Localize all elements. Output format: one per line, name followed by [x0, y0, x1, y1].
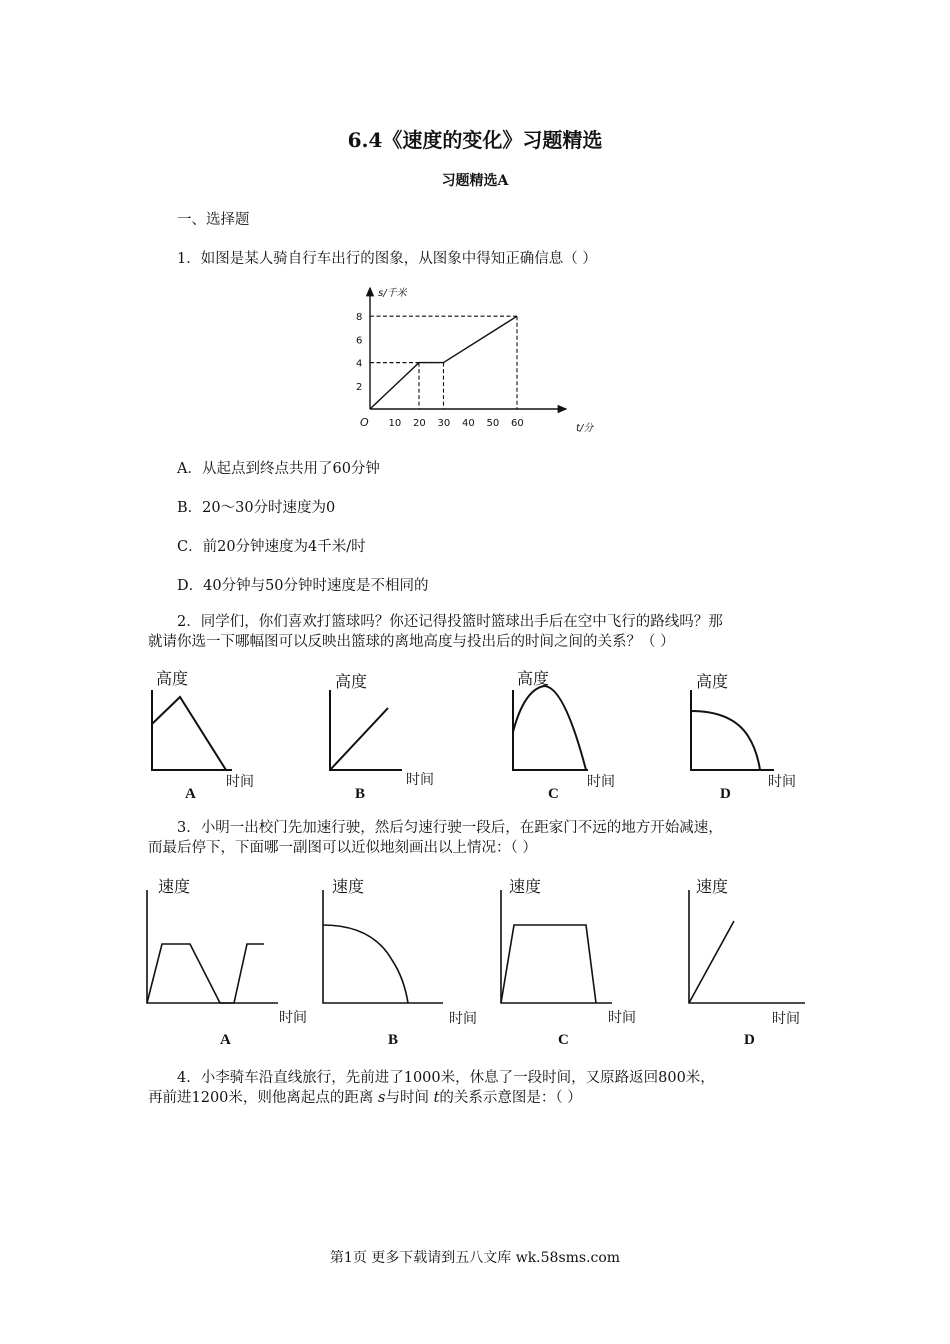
q3-graph-c: [501, 877, 636, 1048]
q1-option-d: D．40分钟与50分钟时速度是不相同的: [177, 578, 429, 594]
q3-graph-c-ylabel: 速度: [509, 877, 542, 896]
q1-y-tick-label: 8: [356, 312, 363, 324]
question-4-line-2-b: 与时间: [385, 1090, 434, 1106]
q2-graph-a-ylabel: 高度: [156, 669, 189, 688]
q2-graph-a-xlabel: 时间: [226, 774, 254, 790]
q2-graph-a-curve: [152, 697, 226, 770]
q3-graph-b-xlabel: 时间: [449, 1011, 477, 1027]
q1-x-tick-label: 10: [388, 418, 402, 429]
question-4-line-2-a: 再前进1200米，则他离起点的距离: [148, 1090, 379, 1106]
question-4-line-2-c: 的关系示意图是：（ ）: [439, 1090, 582, 1106]
question-2-line-2: 就请你选一下哪幅图可以反映出篮球的离地高度与投出后的时间之间的关系？（ ）: [148, 634, 675, 650]
q2-graph-d: [691, 672, 796, 802]
q1-y-tick-label: 6: [356, 335, 363, 347]
q2-graph-d-xlabel: 时间: [768, 774, 796, 790]
q2-graph-d-curve: [691, 711, 760, 770]
q3-graph-a-axes: [147, 890, 278, 1003]
section-heading: 一、选择题: [177, 212, 250, 228]
q3-graph-d-ylabel: 速度: [696, 877, 729, 896]
q3-graph-b-curve: [323, 925, 408, 1003]
q3-graph-b-caption: B: [388, 1032, 399, 1048]
q3-graph-c-axes: [501, 890, 612, 1003]
page-footer: 第1页 更多下载请到五八文库 wk.58sms.com: [329, 1250, 621, 1266]
q2-graph-d-axes: [691, 690, 774, 770]
q1-x-tick-label: 20: [413, 418, 426, 429]
q3-graph-c-xlabel: 时间: [608, 1010, 636, 1026]
q3-graph-a-caption: A: [220, 1032, 231, 1048]
q3-graph-d: [689, 877, 805, 1048]
q1-x-tick-label: 40: [462, 418, 475, 429]
q2-graph-a: [152, 669, 254, 802]
q3-graph-a-xlabel: 时间: [279, 1010, 307, 1026]
q1-distance-time-chart: [330, 278, 630, 438]
q1-y-axis-label: s/千米: [378, 288, 407, 299]
q2-graph-d-caption: D: [720, 786, 731, 802]
q3-graph-c-curve: [501, 925, 596, 1003]
q3-graph-b-ylabel: 速度: [332, 877, 365, 896]
question-4-line-1: 4．小李骑车沿直线旅行，先前进了1000米，休息了一段时间，又原路返回800米，: [177, 1070, 715, 1086]
page-subtitle: 习题精选A: [441, 173, 509, 189]
question-1-text: 1．如图是某人骑自行车出行的图象，从图象中得知正确信息（ ）: [177, 251, 597, 267]
q3-graph-d-xlabel: 时间: [772, 1011, 800, 1027]
q2-height-graphs: [140, 660, 820, 810]
page-title: 6.4《速度的变化》习题精选: [347, 128, 603, 152]
q1-x-axis-label: t/分: [576, 423, 594, 434]
q3-graph-d-caption: D: [744, 1032, 755, 1048]
q2-graph-c-caption: C: [548, 786, 559, 802]
q3-graph-b: [323, 877, 477, 1048]
q2-graph-b-xlabel: 时间: [406, 772, 434, 788]
q1-x-tick-label: 60: [511, 418, 524, 429]
q3-graph-a: [147, 877, 307, 1048]
q3-graph-d-axes: [689, 890, 805, 1003]
q3-speed-graphs: [140, 868, 820, 1053]
question-4-line-2: [148, 1088, 788, 1108]
q2-graph-c: [513, 669, 615, 802]
question-3-line-2: 而最后停下，下面哪一副图可以近似地刻画出以上情况：（ ）: [148, 840, 537, 856]
q1-x-tick-label: 30: [437, 418, 451, 429]
q2-graph-b-ylabel: 高度: [335, 672, 368, 691]
q3-graph-c-caption: C: [558, 1032, 569, 1048]
variable-s: s: [378, 1090, 386, 1106]
question-2-line-1: 2．同学们，你们喜欢打篮球吗？你还记得投篮时篮球出手后在空中飞行的路线吗？那: [177, 614, 723, 630]
q1-option-a: A．从起点到终点共用了60分钟: [177, 461, 380, 477]
q2-graph-a-axes: [152, 690, 232, 770]
q1-option-c: C．前20分钟速度为4千米/时: [177, 539, 366, 555]
q3-graph-d-curve: [689, 921, 734, 1003]
q3-graph-a-curve: [147, 944, 264, 1003]
q1-option-b: B．20～30分时速度为0: [177, 500, 336, 516]
q2-graph-c-curve: [513, 686, 586, 770]
question-3-line-1: 3．小明一出校门先加速行驶，然后匀速行驶一段后，在距家门不远的地方开始减速，: [177, 820, 723, 836]
variable-t: t: [433, 1090, 440, 1106]
q2-graph-d-ylabel: 高度: [696, 672, 729, 691]
q1-y-tick-label: 2: [356, 381, 363, 393]
q3-graph-a-ylabel: 速度: [158, 877, 191, 896]
q1-y-tick-label: 4: [356, 358, 363, 370]
q1-origin-label: O: [360, 416, 369, 429]
q2-graph-b: [330, 672, 434, 802]
q2-graph-c-xlabel: 时间: [587, 774, 615, 790]
q2-graph-b-caption: B: [355, 786, 366, 802]
q1-x-tick-label: 50: [486, 418, 500, 429]
q2-graph-a-caption: A: [185, 786, 196, 802]
q2-graph-b-curve: [330, 708, 388, 770]
q2-graph-c-ylabel: 高度: [517, 669, 550, 688]
